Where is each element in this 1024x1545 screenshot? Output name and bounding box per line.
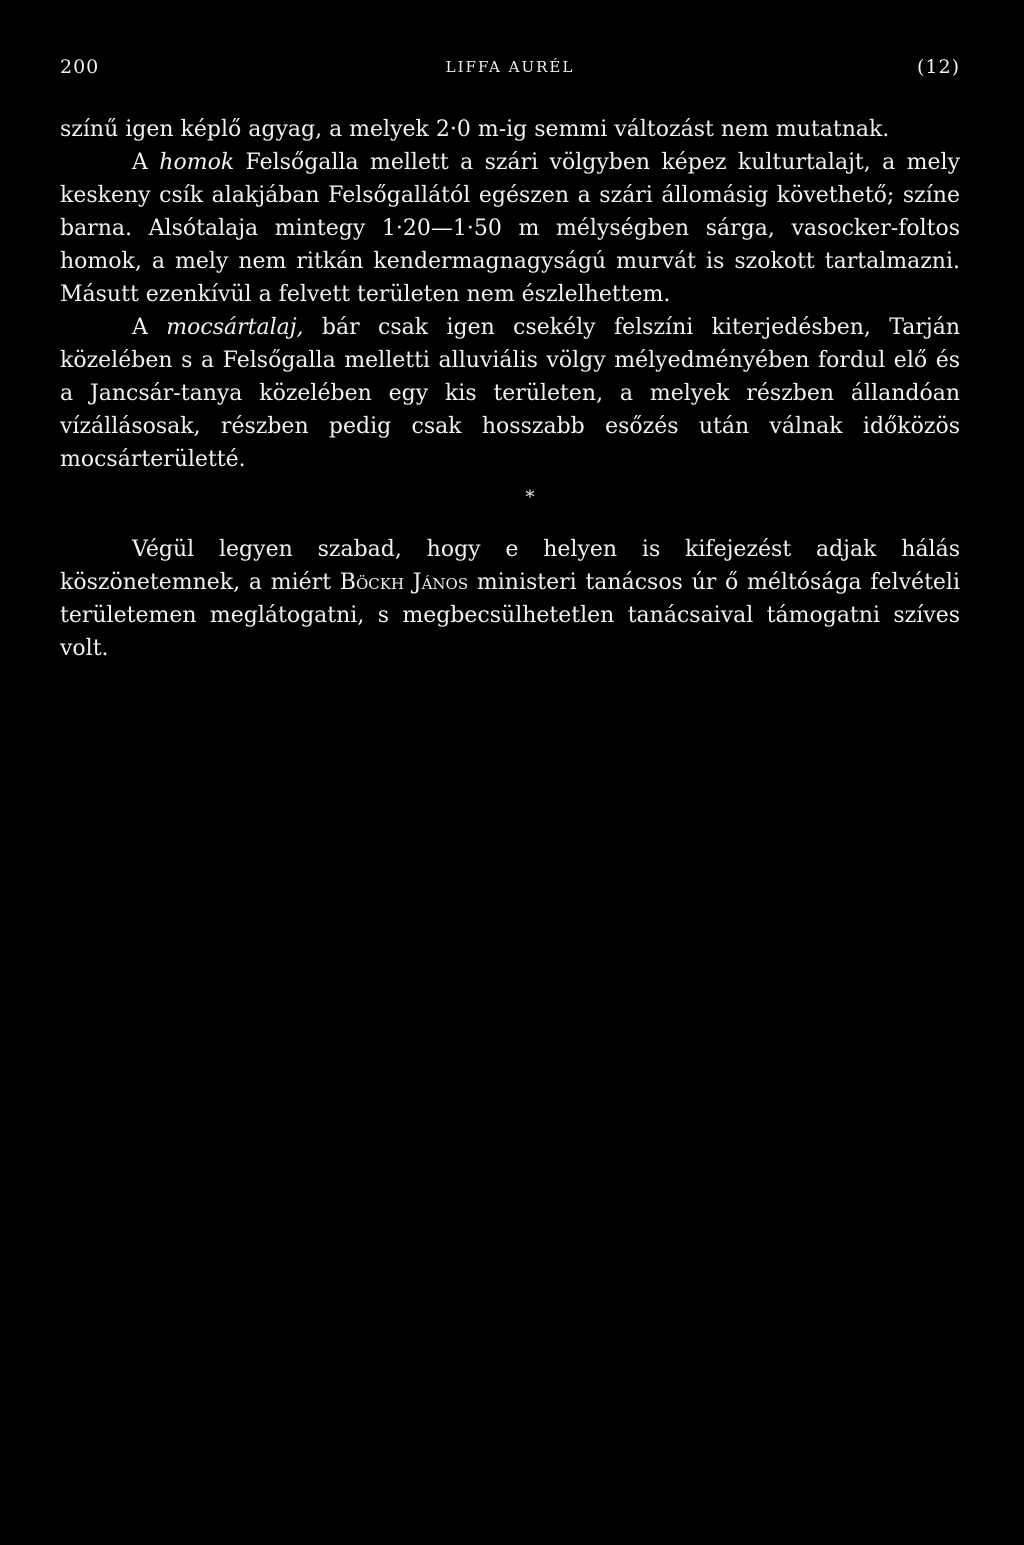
paragraph-2 bbox=[60, 146, 960, 311]
paragraph-2-italic-term: homok bbox=[159, 150, 235, 175]
paragraph-3 bbox=[60, 311, 960, 476]
page-number: 200 bbox=[60, 56, 100, 78]
page bbox=[60, 56, 960, 665]
paragraph-4 bbox=[60, 533, 960, 665]
paragraph-2-rest: Felsőgalla mellett a szári völgyben képez kulturtalajt, a mely keskeny csík alakjában Felsőgallától egészen a szári állomásig követhető; színe barna. Alsótalaja mintegy 1·20—1·50 m mélységben sárga, vasocker-foltos homok, a mely nem ritkán kendermagnagyságú murvát is szokott tartalmazni. Másutt ezenkívül a felvett területen nem észlelhettem. bbox=[60, 150, 960, 307]
paragraph-3-italic-term: mocsártalaj, bbox=[166, 315, 304, 340]
paragraph-3-rest: bár csak igen csekély felszíni kiterjedésben, Tarján közelében s a Felsőgalla melletti alluviális völgy mélyedményében fordul elő és a Jancsár-tanya közelében egy kis területen, a melyek részben állandóan vízállásosak, részben pedig csak hosszabb esőzés után válnak időközös mocsárterületté. bbox=[60, 315, 960, 472]
running-head bbox=[60, 56, 960, 86]
paragraph-3-start: A bbox=[132, 315, 167, 340]
section-separator-star: * bbox=[525, 487, 535, 508]
paragraph-4-name: Böckh János bbox=[339, 570, 469, 595]
paragraph-4-start: Végül legyen szabad, hogy e helyen is kifejezést adjak hálás köszönetemnek, a miért bbox=[60, 537, 960, 595]
body-text bbox=[60, 113, 960, 665]
section-number: (12) bbox=[916, 56, 960, 78]
spacer bbox=[60, 520, 960, 533]
running-title: LIFFA AURÉL bbox=[445, 58, 575, 76]
paragraph-1: színű igen képlő agyag, a melyek 2·0 m-ig semmi változást nem mutatnak. bbox=[60, 117, 890, 142]
paragraph-2-start: A bbox=[132, 150, 160, 175]
paragraph-4-rest: ministeri tanácsos úr ő méltósága felvételi területemen meglátogatni, s megbecsülhetetlen tanácsaival támogatni szíves volt. bbox=[60, 570, 960, 661]
